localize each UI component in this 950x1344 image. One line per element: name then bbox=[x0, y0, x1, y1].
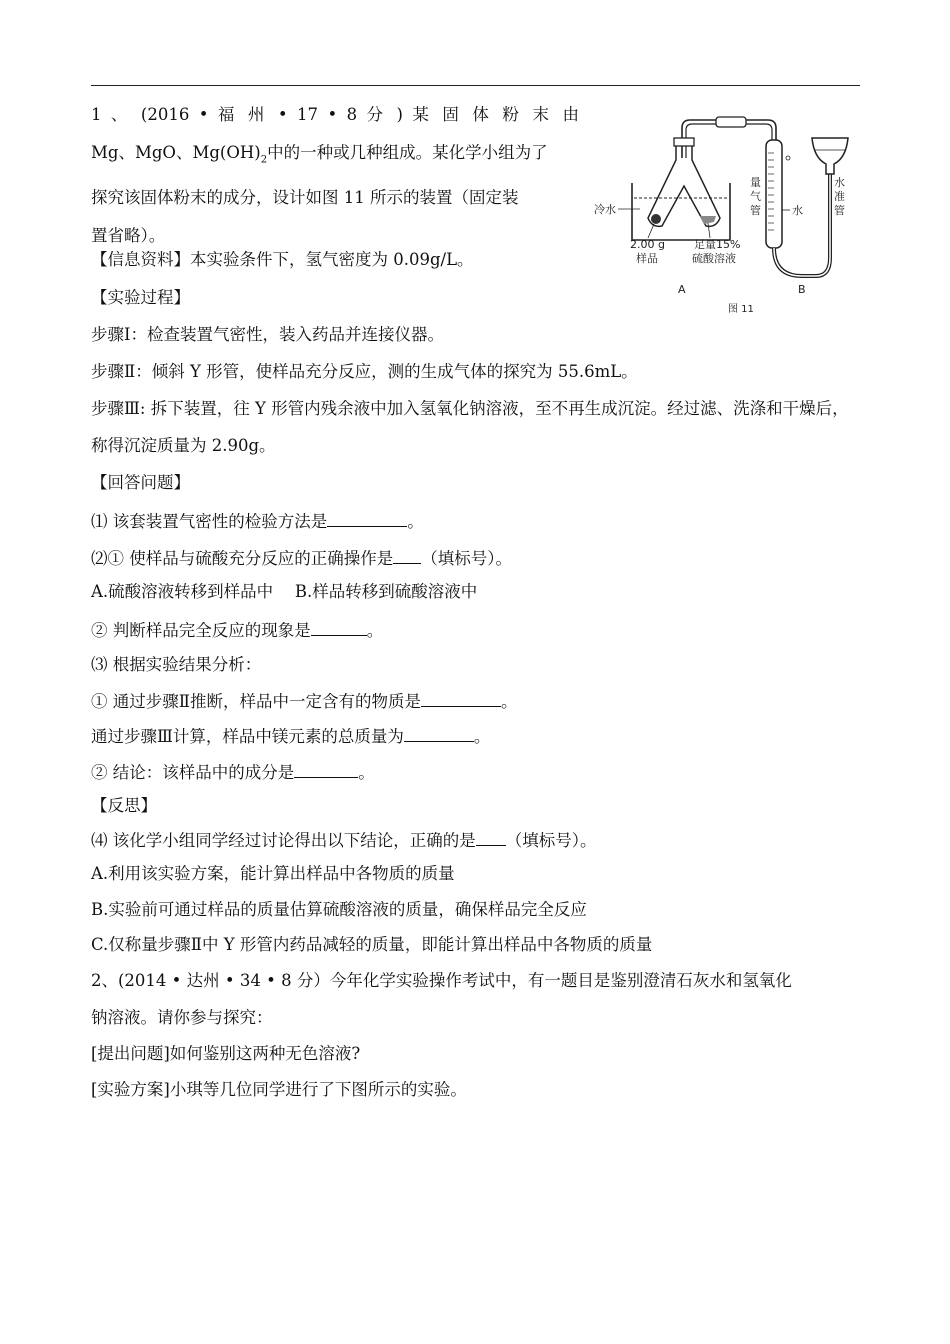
figure-caption: 图 11 bbox=[728, 304, 754, 315]
option-c: C.仅称量步骤Ⅱ中 Y 形管内药品减轻的质量，即能计算出样品中各物质的质量 bbox=[91, 935, 653, 954]
answer-blank-1[interactable] bbox=[327, 510, 407, 527]
y-shaped-tube bbox=[648, 143, 720, 226]
question-1-3b bbox=[91, 725, 490, 747]
label-cold-water: 冷水 bbox=[594, 203, 616, 216]
question-2-line2: 钠溶液。请你参与探究： bbox=[91, 1008, 273, 1027]
q1-2-end: （填标号）。 bbox=[421, 549, 512, 568]
q1-2-text: ⑵① 使样品与硫酸充分反应的正确操作是 bbox=[91, 549, 394, 568]
q1-3a-end: 。 bbox=[500, 692, 518, 711]
option-b: B.实验前可通过样品的质量估算硫酸溶液的质量，确保样品完全反应 bbox=[91, 900, 587, 919]
label-water: 水 bbox=[792, 204, 803, 217]
q1-head: 1 、 (2016 • 福 州 • 17 • 8 分 ) 某 固 体 粉 末 由 bbox=[91, 105, 579, 124]
question-2-problem: [提出问题]如何鉴别这两种无色溶液? bbox=[91, 1044, 361, 1063]
top-rule bbox=[91, 85, 860, 86]
leveling-funnel bbox=[812, 138, 848, 174]
q1-line2-rest: 中的一种或几种组成。某化学小组为了 bbox=[267, 143, 548, 162]
label-acid: 硫酸溶液 bbox=[692, 252, 736, 265]
answer-blank-3[interactable] bbox=[311, 619, 367, 636]
q1-formula: Mg、MgO、Mg(OH) bbox=[91, 143, 261, 162]
option-a: A.利用该实验方案，能计算出样品中各物质的质量 bbox=[91, 864, 455, 883]
answer-blank-7[interactable] bbox=[476, 829, 506, 846]
valve-mark bbox=[786, 156, 790, 160]
rubber-connector bbox=[716, 117, 746, 127]
q1-3c-end: 。 bbox=[358, 763, 375, 782]
q1-1-end: 。 bbox=[407, 512, 424, 531]
question-1-4 bbox=[91, 829, 597, 851]
apparatus-figure bbox=[590, 98, 865, 330]
question-1-2 bbox=[91, 547, 512, 569]
answer-blank-2[interactable] bbox=[393, 547, 421, 564]
info-section: 【信息资料】本实验条件下，氢气密度为 0.09g/L。 bbox=[91, 250, 474, 269]
answer-blank-5[interactable] bbox=[404, 725, 474, 742]
step-1: 步骤Ⅰ：检查装置气密性，装入药品并连接仪器。 bbox=[91, 325, 445, 344]
answer-title: 【回答问题】 bbox=[91, 473, 190, 492]
step-3: 步骤Ⅲ: 拆下装置，往 Y 形管内残余液中加入氢氧化钠溶液，至不再生成沉淀。经过滤、洗涤和干燥后，称得沉淀质量为 2.90g。 bbox=[91, 399, 849, 455]
answer-blank-6[interactable] bbox=[294, 761, 358, 778]
q1-3a-text: ① 通过步骤Ⅱ推断，样品中一定含有的物质是 bbox=[91, 692, 421, 711]
gas-measuring-tube bbox=[766, 140, 782, 248]
reflect-title: 【反思】 bbox=[91, 796, 157, 815]
q1-3b-text: 通过步骤Ⅲ计算，样品中镁元素的总质量为 bbox=[91, 727, 404, 746]
question-1-intro bbox=[91, 96, 579, 255]
q1-formula-subscript: 2 bbox=[260, 154, 268, 166]
answer-blank-4[interactable] bbox=[421, 690, 501, 707]
question-1-3a bbox=[91, 690, 517, 712]
label-level-tube-3: 管 bbox=[834, 204, 845, 217]
leader-sample bbox=[648, 224, 654, 238]
leader-acid bbox=[708, 223, 710, 238]
label-level-tube-1: 水 bbox=[834, 176, 845, 189]
question-1-2-options: A.硫酸溶液转移到样品中 B.样品转移到硫酸溶液中 bbox=[91, 582, 478, 601]
question-2-line1: 2、(2014 • 达州 • 34 • 8 分）今年化学实验操作考试中，有一题目是鉴别澄清石灰水和氢氧化 bbox=[91, 971, 792, 990]
label-sample-mass: 2.00 g bbox=[630, 238, 665, 251]
question-1-3: ⑶ 根据实验结果分析： bbox=[91, 655, 262, 674]
label-gas-tube-3: 管 bbox=[750, 204, 761, 217]
label-level-tube-2: 准 bbox=[834, 190, 845, 203]
step-2: 步骤Ⅱ：倾斜 Y 形管，使样品充分反应，测的生成气体的探究为 55.6mL。 bbox=[91, 362, 638, 381]
apparatus-diagram bbox=[590, 98, 865, 330]
q1-line4: 置省略）。 bbox=[91, 226, 166, 246]
q1-4-end: （填标号）。 bbox=[505, 831, 597, 850]
stopper bbox=[674, 138, 694, 146]
q1-3b-end: 。 bbox=[473, 727, 491, 746]
label-acid-amount: 足量15% bbox=[694, 238, 741, 251]
q1-line2 bbox=[91, 134, 579, 179]
q1-line3: 探究该固体粉末的成分，设计如图 11 所示的装置（固定装 bbox=[91, 188, 519, 208]
q1-3c-text: ② 结论：该样品中的成分是 bbox=[91, 763, 295, 782]
question-2-plan: [实验方案]小琪等几位同学进行了下图所示的实验。 bbox=[91, 1080, 467, 1099]
label-gas-tube-1: 量 bbox=[750, 176, 761, 189]
acid-solution bbox=[700, 216, 716, 224]
label-b: B bbox=[798, 283, 806, 296]
connecting-tube-inner bbox=[686, 124, 772, 158]
label-sample: 样品 bbox=[636, 252, 658, 265]
q1-2b-text: ② 判断样品完全反应的现象是 bbox=[91, 621, 311, 640]
label-gas-tube-2: 气 bbox=[750, 190, 761, 203]
q1-2b-end: 。 bbox=[366, 621, 384, 640]
question-1-2b bbox=[91, 619, 383, 641]
process-title: 【实验过程】 bbox=[91, 288, 190, 307]
question-1-3c bbox=[91, 761, 375, 783]
q1-4-text: ⑷ 该化学小组同学经过讨论得出以下结论，正确的是 bbox=[91, 831, 476, 850]
q1-1-text: ⑴ 该套装置气密性的检验方法是 bbox=[91, 512, 328, 531]
question-1-1 bbox=[91, 510, 424, 532]
sample-powder bbox=[651, 214, 661, 224]
label-a: A bbox=[678, 283, 686, 296]
